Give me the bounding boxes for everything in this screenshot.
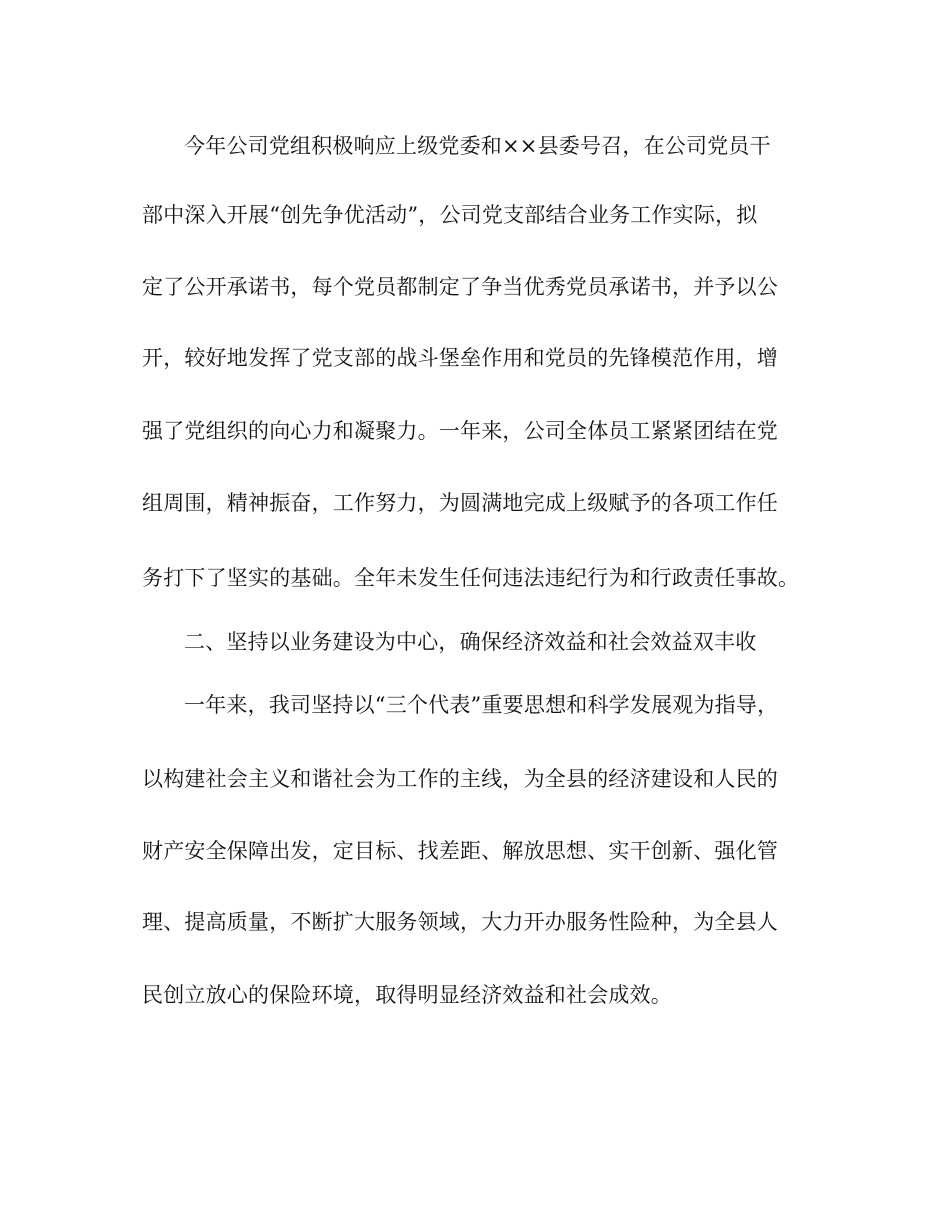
paragraph-2-line-5: 民创立放心的保险环境，取得明显经济效益和社会成效。	[142, 983, 672, 1007]
paragraph-2-line-3: 财产安全保障出发，定目标、找差距、解放思想、实干创新、强化管	[142, 839, 778, 863]
paragraph-2-line-4: 理、提高质量，不断扩大服务领域，大力开办服务性险种，为全县人	[142, 910, 778, 934]
section-heading: 二、坚持以业务建设为中心，确保经济效益和社会效益双丰收	[184, 630, 757, 654]
paragraph-1-line-1: 今年公司党组积极响应上级党委和××县委号召，在公司党员干	[184, 134, 771, 158]
paragraph-1-line-6: 组周围，精神振奋，工作努力，为圆满地完成上级赋予的各项工作任	[142, 491, 778, 515]
paragraph-2-line-1: 一年来，我司坚持以“三个代表”重要思想和科学发展观为指导，	[184, 693, 779, 717]
paragraph-1-line-4: 开，较好地发挥了党支部的战斗堡垒作用和党员的先锋模范作用，增	[142, 346, 778, 370]
paragraph-1-line-3: 定了公开承诺书，每个党员都制定了争当优秀党员承诺书，并予以公	[142, 275, 778, 299]
paragraph-1-line-2: 部中深入开展“创先争优活动”，公司党支部结合业务工作实际，拟	[142, 203, 758, 227]
paragraph-1-line-5: 强了党组织的向心力和凝聚力。一年来，公司全体员工紧紧团结在党	[142, 419, 778, 443]
paragraph-1-line-7: 务打下了坚实的基础。全年未发生任何违法违纪行为和行政责任事故。	[142, 566, 800, 590]
paragraph-2-line-2: 以构建社会主义和谐社会为工作的主线，为全县的经济建设和人民的	[142, 767, 778, 791]
